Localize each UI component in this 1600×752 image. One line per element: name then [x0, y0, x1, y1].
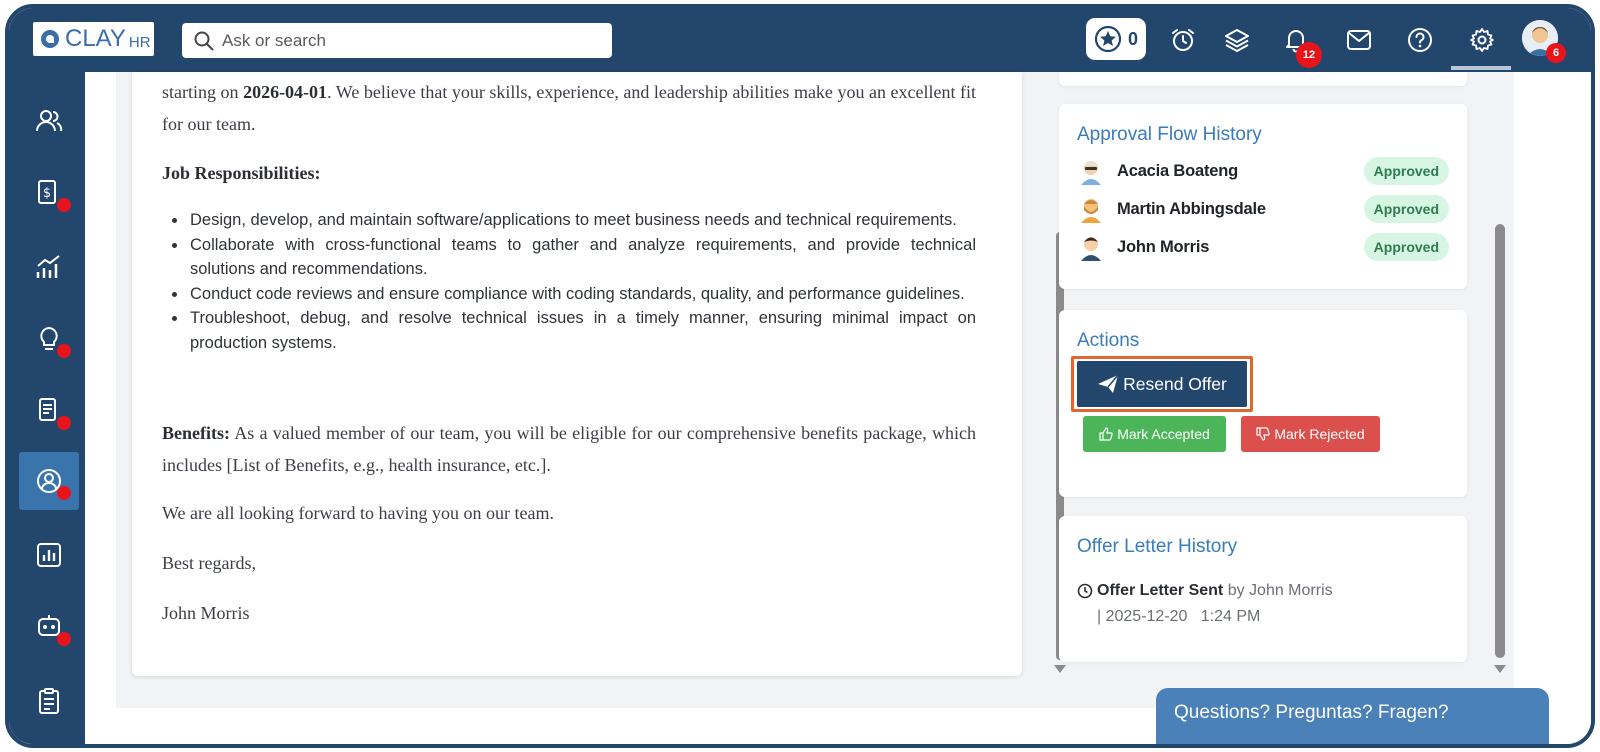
intro-suffix: . We believe that your skills, experience, and leadership abilities make you an excellent fit for our team.: [162, 82, 976, 134]
active-tab-indicator: [1451, 66, 1511, 70]
settings-button[interactable]: [1468, 26, 1496, 54]
start-date: 2026-04-01: [243, 82, 328, 102]
main-content: [85, 72, 1595, 748]
approver-avatar-icon: [1077, 195, 1105, 223]
approval-entry: [1077, 230, 1449, 264]
closing-line: We are all looking forward to having you on our team.: [162, 503, 554, 523]
mark-rejected-label: Mark Rejected: [1274, 426, 1365, 442]
documents-alert-dot: [57, 416, 71, 430]
help-button[interactable]: [1406, 26, 1434, 54]
actions-panel: [1059, 310, 1467, 497]
history-event: [1077, 582, 1333, 600]
stars-button[interactable]: [1086, 18, 1146, 60]
benefits-label: Benefits:: [162, 423, 230, 443]
layers-button[interactable]: [1223, 26, 1251, 54]
history-event-by: by John Morris: [1223, 582, 1333, 599]
status-badge: Approved: [1364, 195, 1449, 223]
list-item: Design, develop, and maintain software/applications to meet business needs and technical requirements.: [190, 208, 976, 233]
mark-rejected-button[interactable]: [1241, 416, 1380, 452]
search-icon: [194, 31, 214, 51]
people-icon: [34, 106, 64, 136]
top-bar: [9, 8, 1591, 72]
star-icon: [1094, 25, 1122, 53]
clipboard-icon: [34, 686, 64, 716]
messages-button[interactable]: [1345, 26, 1373, 54]
approval-entry: [1077, 192, 1449, 226]
actions-title: Actions: [1077, 330, 1140, 351]
help-chat-button[interactable]: Questions? Preguntas? Fragen?: [1156, 688, 1549, 748]
offer-letter-preview: [132, 72, 1022, 676]
help-icon: [1407, 27, 1433, 53]
list-item: Conduct code reviews and ensure compliance with coding standards, quality, and performance guidelines.: [190, 282, 976, 307]
assistant-alert-dot: [57, 632, 71, 646]
list-item: Troubleshoot, debug, and resolve technical issues in a timely manner, ensuring minimal impact on production systems.: [190, 306, 976, 355]
history-timestamp: | 2025-12-20 1:24 PM: [1097, 608, 1261, 625]
resend-offer-highlight: [1071, 356, 1253, 412]
page-scrollbar[interactable]: [1495, 224, 1505, 658]
search-input[interactable]: [222, 31, 582, 51]
svg-text:$: $: [42, 186, 52, 201]
sidebar-item-recruiting[interactable]: [19, 452, 79, 510]
list-item: Collaborate with cross-functional teams to gather and analyze requirements, and provide technical solutions and recommendations.: [190, 233, 976, 282]
approval-entry: [1077, 154, 1449, 188]
app-window: [5, 4, 1595, 748]
sidebar-item-payroll[interactable]: [19, 164, 79, 222]
approver-name: Acacia Boateng: [1117, 161, 1238, 180]
layers-icon: [1224, 27, 1250, 53]
search-box[interactable]: [182, 23, 612, 58]
mark-accepted-label: Mark Accepted: [1117, 426, 1210, 442]
responsibilities-heading: [162, 157, 976, 189]
sidebar-item-tasks[interactable]: [19, 672, 79, 730]
alarm-clock-button[interactable]: [1169, 26, 1197, 54]
sidebar-item-reports[interactable]: [19, 526, 79, 584]
resend-offer-button[interactable]: [1077, 361, 1247, 407]
sidebar-item-documents[interactable]: [19, 382, 79, 440]
clayhr-logo[interactable]: [33, 22, 154, 56]
letter-scroll-down-arrow[interactable]: [1054, 665, 1066, 673]
logo-text: CLAY: [65, 25, 126, 52]
mail-icon: [1346, 29, 1372, 51]
previous-panel: [1059, 72, 1467, 86]
resend-offer-label: Resend Offer: [1123, 373, 1227, 394]
sidebar: [9, 72, 85, 748]
approver-name: Martin Abbingsdale: [1117, 199, 1266, 218]
paper-plane-icon: [1097, 374, 1119, 394]
thumbs-down-icon: [1256, 427, 1270, 441]
sidebar-item-analytics[interactable]: [19, 238, 79, 296]
responsibilities-list: [190, 208, 976, 355]
logo-suffix: HR: [128, 33, 151, 51]
avatar-badge: 6: [1546, 43, 1566, 63]
letter-intro: [162, 76, 976, 140]
approver-avatar-icon: [1077, 157, 1105, 185]
status-badge: Approved: [1364, 233, 1449, 261]
ideas-alert-dot: [57, 344, 71, 358]
payroll-alert-dot: [57, 198, 71, 212]
sidebar-item-ideas[interactable]: [19, 310, 79, 368]
logo-mark-icon: [41, 30, 59, 48]
approver-name: John Morris: [1117, 237, 1210, 256]
approval-flow-title: Approval Flow History: [1077, 124, 1262, 145]
thumbs-up-icon: [1099, 427, 1113, 441]
intro-prefix: starting on: [162, 82, 244, 102]
benefits-paragraph: [162, 417, 976, 481]
approver-avatar-icon: [1077, 233, 1105, 261]
responsibilities-heading-text: Job Responsibilities:: [162, 163, 321, 183]
mark-accepted-button[interactable]: [1083, 416, 1226, 452]
bar-chart-icon: [34, 540, 64, 570]
approval-flow-panel: [1059, 104, 1467, 289]
recruiting-alert-dot: [57, 486, 71, 500]
benefits-text: As a valued member of our team, you will be eligible for our comprehensive benefits package, which includes [List of Benefits, e.g., health insurance, etc.].: [162, 423, 976, 475]
offer-history-title: Offer Letter History: [1077, 536, 1238, 557]
sidebar-item-people[interactable]: [19, 92, 79, 150]
alarm-clock-icon: [1170, 27, 1196, 53]
regards-line: Best regards,: [162, 553, 256, 573]
page-scroll-down-arrow[interactable]: [1494, 665, 1506, 673]
history-event-name: Offer Letter Sent: [1097, 582, 1224, 599]
offer-history-panel: [1059, 516, 1467, 662]
stars-count: 0: [1127, 28, 1138, 49]
notifications-badge: 12: [1296, 42, 1322, 68]
signature: John Morris: [162, 603, 250, 623]
clock-icon: [1077, 583, 1093, 599]
gear-icon: [1469, 27, 1495, 53]
growth-chart-icon: [34, 252, 64, 282]
status-badge: Approved: [1364, 157, 1449, 185]
sidebar-item-assistant[interactable]: [19, 598, 79, 656]
notifications-button[interactable]: [1282, 26, 1316, 61]
